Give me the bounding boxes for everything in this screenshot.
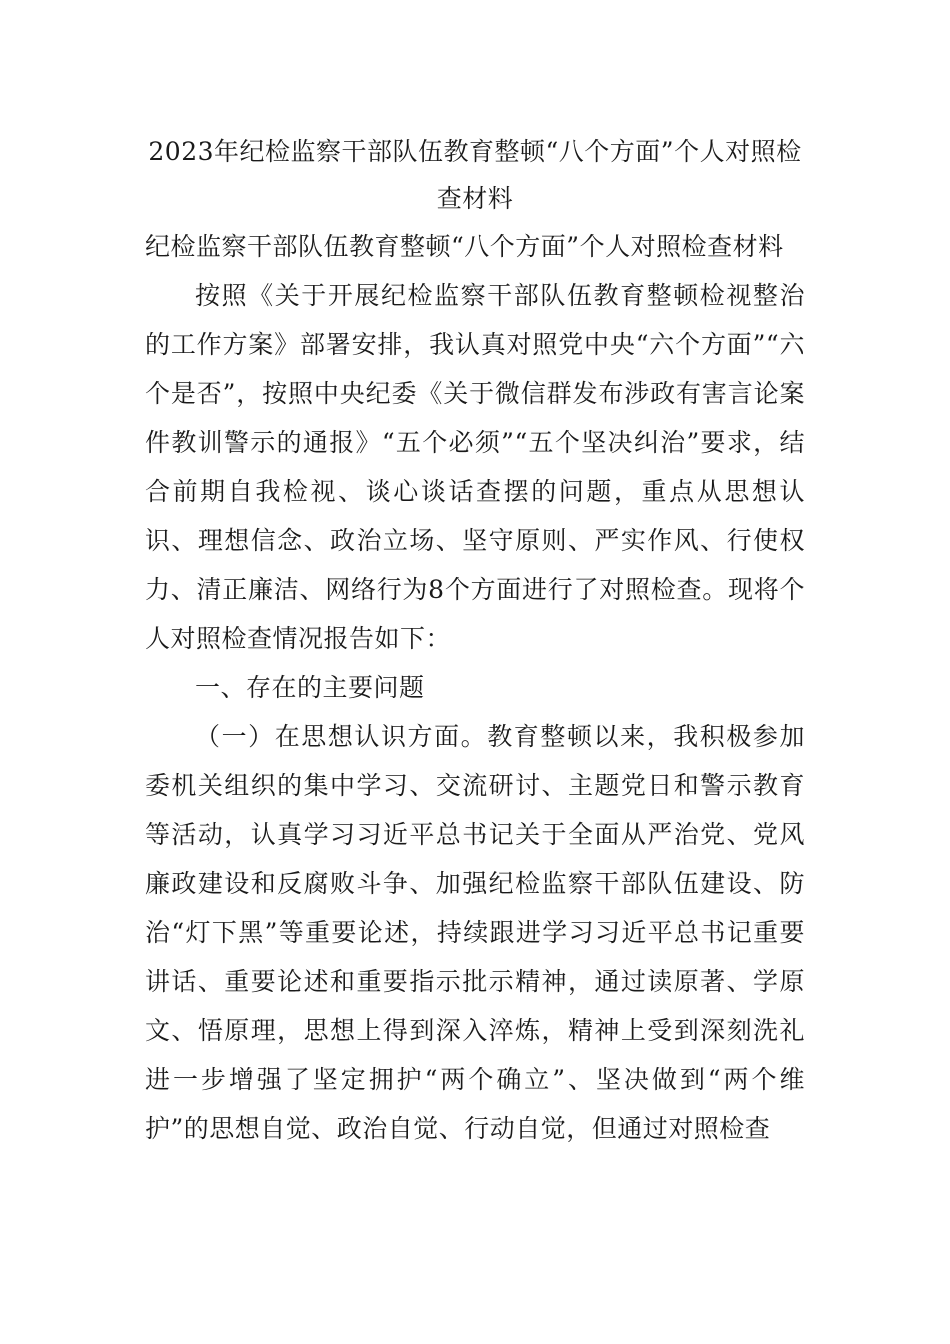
intro-paragraph: 按照《关于开展纪检监察干部队伍教育整顿检视整治的工作方案》部署安排，我认真对照党中央“六个方面”“六个是否”，按照中央纪委《关于微信群发布涉政有害言论案件教训警示的通报》“五个必须”“五个坚决纠治”要求，结合前期自我检视、谈心谈话查摆的问题，重点从思想认识、理想信念、政治立场、坚守原则、严实作风、行使权力、清正廉洁、网络行为8个方面进行了对照检查。现将个人对照检查情况报告如下：	[145, 281, 805, 653]
document-title: 2023年纪检监察干部队伍教育整顿“八个方面”个人对照检查材料	[148, 137, 802, 213]
document-subtitle: 纪检监察干部队伍教育整顿“八个方面”个人对照检查材料	[145, 232, 784, 261]
section-heading: 一、存在的主要问题	[195, 673, 425, 702]
document-body	[145, 128, 805, 1153]
body-paragraph: （一）在思想认识方面。教育整顿以来，我积极参加委机关组织的集中学习、交流研讨、主题党日和警示教育等活动，认真学习习近平总书记关于全面从严治党、党风廉政建设和反腐败斗争、加强纪检监察干部队伍建设、防治“灯下黑”等重要论述，持续跟进学习习近平总书记重要讲话、重要论述和重要指示批示精神，通过读原著、学原文、悟原理，思想上得到深入淬炼，精神上受到深刻洗礼进一步增强了坚定拥护“两个确立”、坚决做到“两个维护”的思想自觉、政治自觉、行动自觉，但通过对照检查	[145, 722, 805, 1143]
